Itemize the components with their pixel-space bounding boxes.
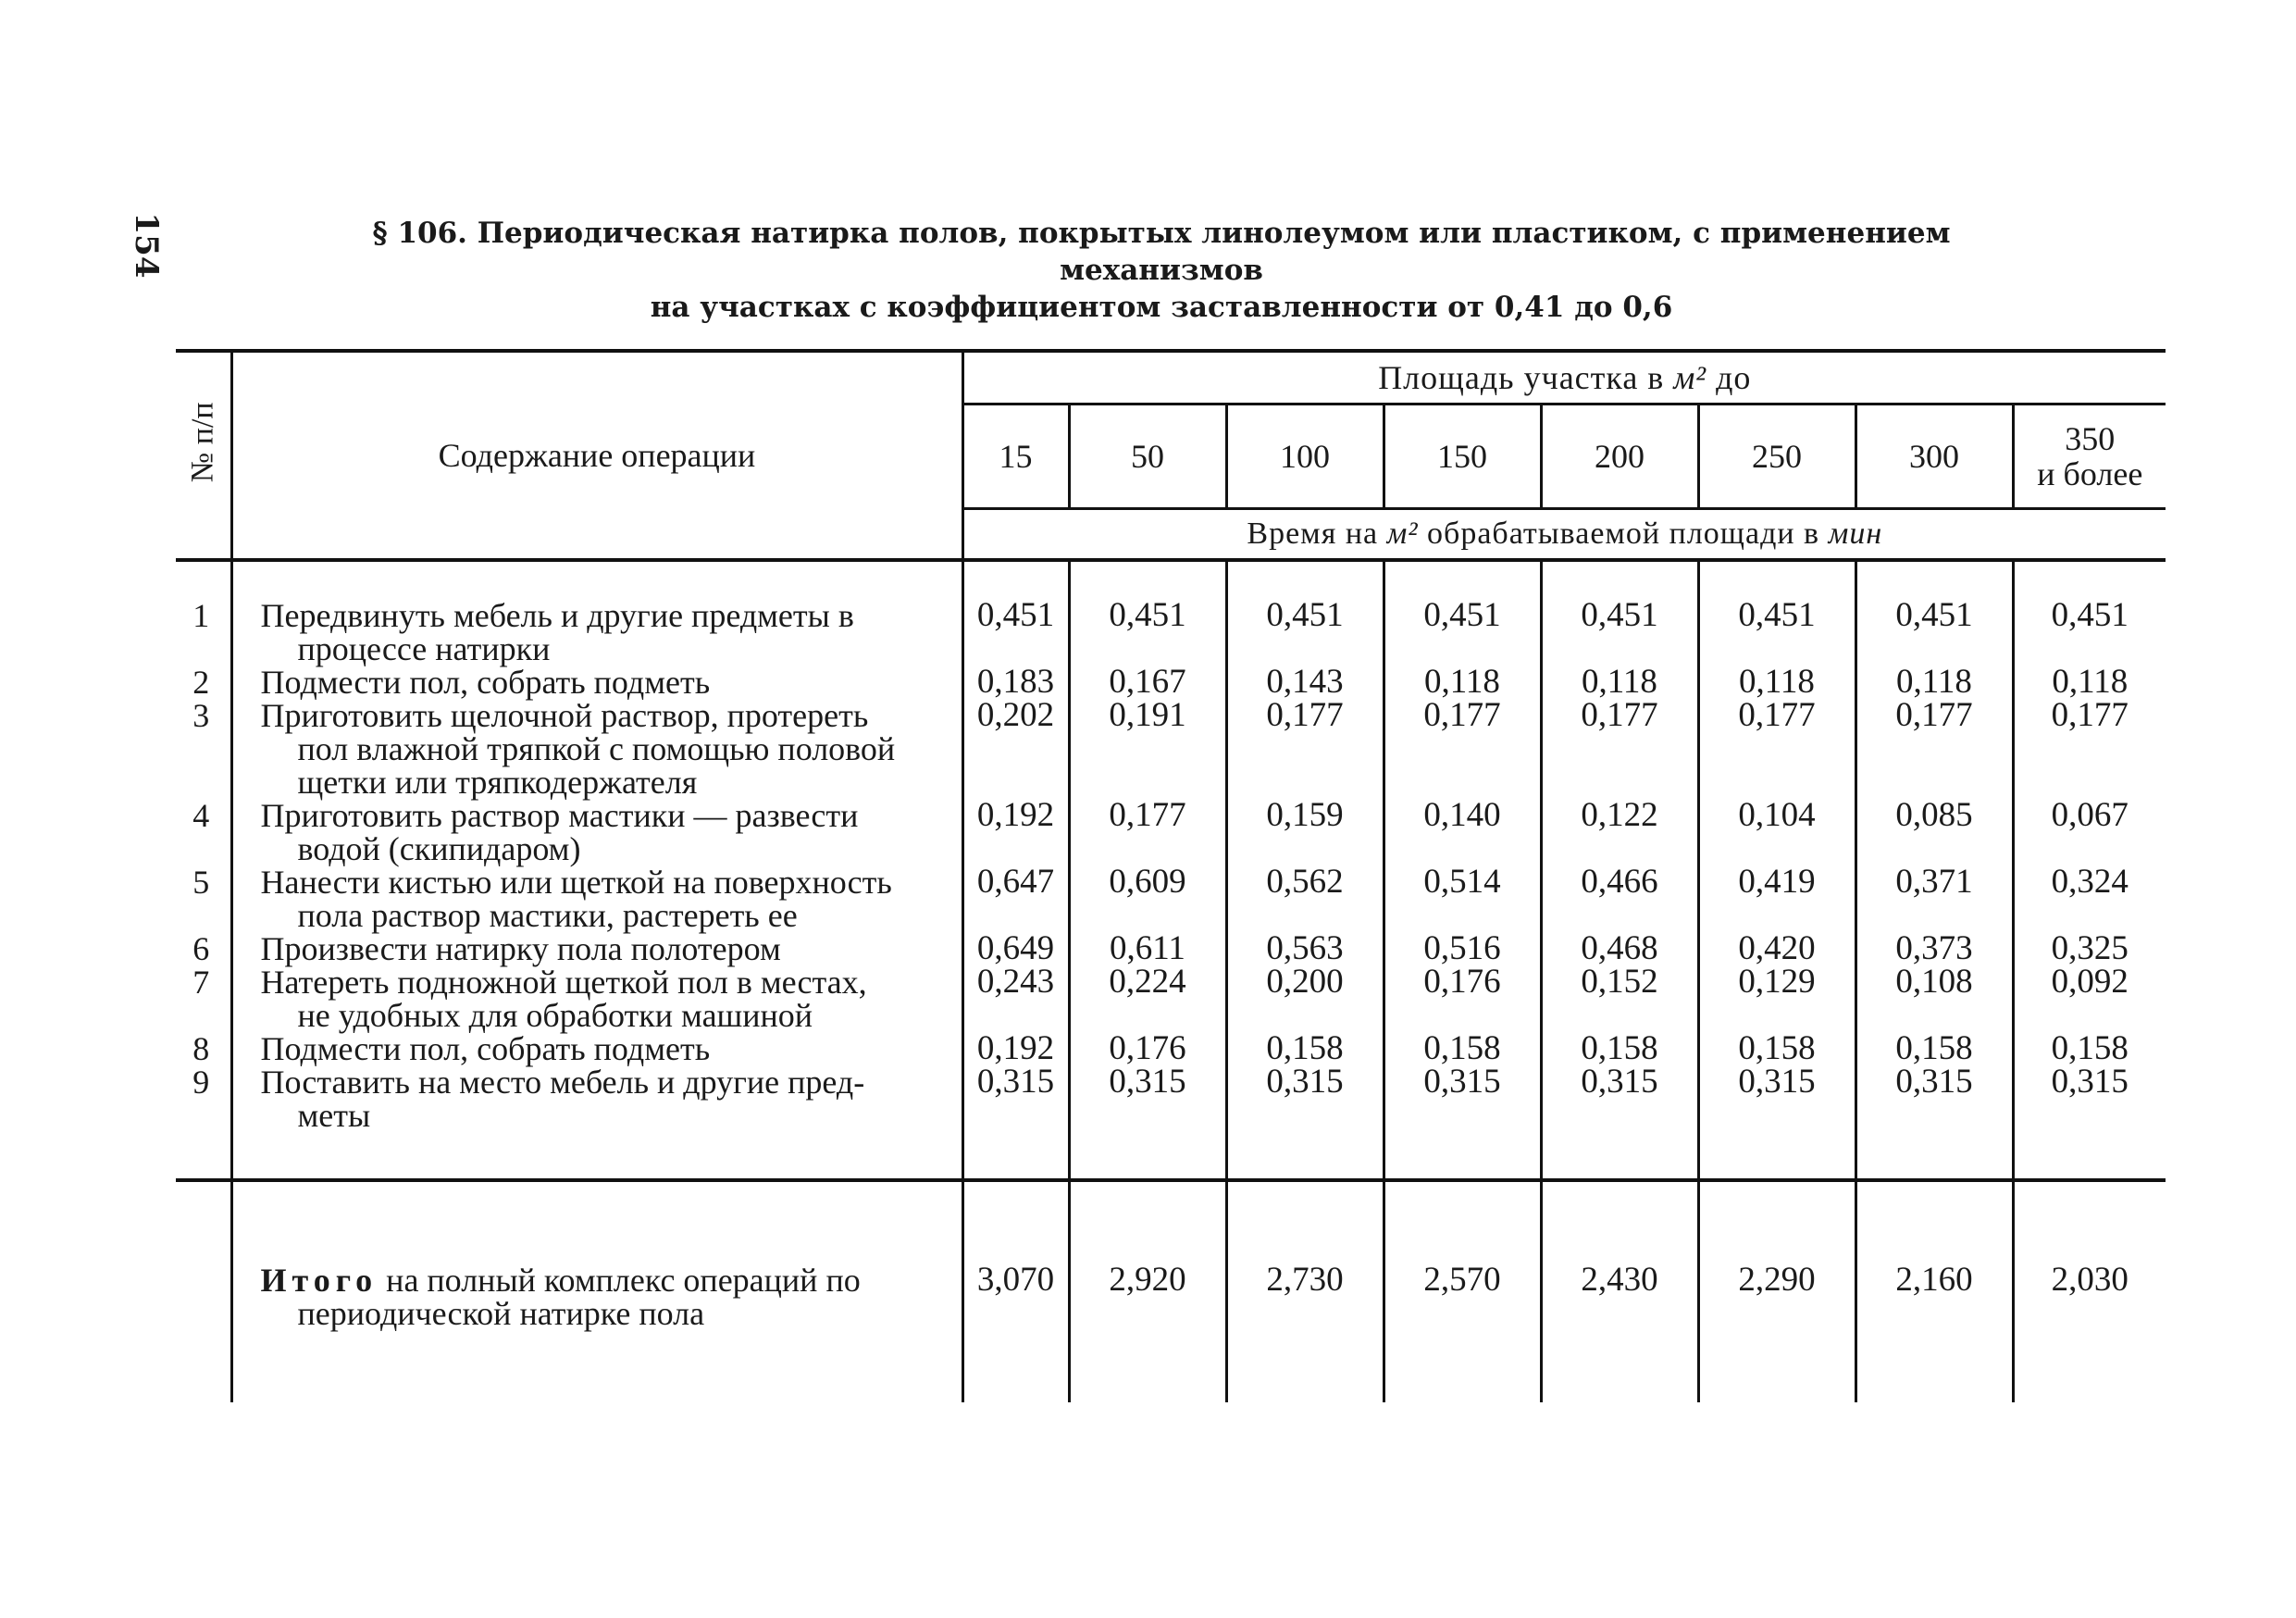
time-value: 0,176: [1384, 965, 1541, 1032]
time-value: 0,177: [1384, 699, 1541, 799]
time-value: 0,649: [962, 932, 1069, 965]
gap-cell: [176, 1180, 231, 1208]
time-value: 0,451: [1855, 560, 2013, 666]
total-number-cell: [176, 1208, 231, 1402]
header-time-unit: м²: [1386, 517, 1419, 551]
title-line-1: § 106. Периодическая натирка полов, покрытых линолеумом или пластиком, с применением механизмов: [372, 217, 1951, 287]
time-value: 0,468: [1541, 932, 1698, 965]
spacer-row: [176, 1132, 2166, 1180]
time-value: 0,324: [2013, 865, 2166, 932]
time-value: 0,158: [1698, 1032, 1855, 1065]
operation-text: [231, 666, 962, 699]
column-header: 15: [962, 404, 1069, 509]
gap-row: [176, 1180, 2166, 1208]
time-value: 0,092: [2013, 965, 2166, 1032]
operation-line: Поставить на место мебель и другие пред-: [260, 1064, 865, 1101]
norms-table-wrapper: [176, 349, 2166, 1402]
time-value: 0,177: [1226, 699, 1384, 799]
column-header: 150: [1384, 404, 1541, 509]
spacer-cell: [231, 1132, 962, 1180]
spacer-cell: [962, 1132, 1069, 1180]
total-row: [176, 1208, 2166, 1402]
time-value: 0,158: [1226, 1032, 1384, 1065]
time-value: 0,104: [1698, 799, 1855, 865]
gap-cell: [1855, 1180, 2013, 1208]
time-value: 0,200: [1226, 965, 1384, 1032]
spacer-cell: [1698, 1132, 1855, 1180]
header-row-number-label: № п/п: [185, 402, 220, 483]
row-number: 5: [192, 864, 210, 901]
time-value: 0,224: [1069, 965, 1226, 1032]
spacer-cell: [176, 1132, 231, 1180]
total-value: 3,070: [962, 1208, 1069, 1402]
time-value: 0,085: [1855, 799, 2013, 865]
time-value: 0,315: [1069, 1065, 1226, 1132]
time-value: 0,118: [1698, 666, 1855, 699]
section-title: [278, 215, 2045, 326]
gap-cell: [1069, 1180, 1226, 1208]
table-row: [176, 1065, 2166, 1132]
total-label-bold: Итого: [260, 1262, 379, 1299]
operation-text: [231, 799, 962, 865]
column-header: 350 и более: [2013, 404, 2166, 509]
spacer-cell: [1069, 1132, 1226, 1180]
time-value: 0,451: [1226, 560, 1384, 666]
time-value: 0,108: [1855, 965, 2013, 1032]
time-value: 0,466: [1541, 865, 1698, 932]
gap-cell: [2013, 1180, 2166, 1208]
table-row: [176, 965, 2166, 1032]
time-value: 0,451: [962, 560, 1069, 666]
total-value: 2,160: [1855, 1208, 2013, 1402]
operation-text: [231, 1065, 962, 1132]
time-value: 0,562: [1226, 865, 1384, 932]
time-value: 0,177: [1855, 699, 2013, 799]
total-value: 2,290: [1698, 1208, 1855, 1402]
total-value: 2,920: [1069, 1208, 1226, 1402]
operation-line: Подмести пол, собрать подметь: [260, 664, 711, 701]
operation-line: Подмести пол, собрать подметь: [260, 1030, 711, 1067]
time-value: 0,315: [1541, 1065, 1698, 1132]
row-number: 8: [192, 1030, 210, 1067]
table-row: [176, 799, 2166, 865]
row-number: 7: [192, 964, 210, 1001]
time-value: 0,118: [2013, 666, 2166, 699]
operation-text: [231, 965, 962, 1032]
total-value: 2,430: [1541, 1208, 1698, 1402]
header-area-unit: м²: [1673, 359, 1707, 396]
header-area-suffix: до: [1716, 359, 1752, 396]
time-value: 0,167: [1069, 666, 1226, 699]
spacer-cell: [1541, 1132, 1698, 1180]
total-value: 2,030: [2013, 1208, 2166, 1402]
total-label: [231, 1208, 962, 1402]
operation-line: Нанести кистью или щеткой на поверхность: [260, 864, 892, 901]
operation-line: водой (скипидаром): [297, 830, 581, 867]
time-value: 0,325: [2013, 932, 2166, 965]
gap-cell: [962, 1180, 1069, 1208]
time-value: 0,315: [2013, 1065, 2166, 1132]
time-value: 0,177: [1069, 799, 1226, 865]
operation-line: щетки или тряпкодержателя: [297, 764, 698, 801]
operation-line: Приготовить щелочной раствор, протереть: [260, 697, 869, 734]
gap-cell: [1541, 1180, 1698, 1208]
time-value: 0,419: [1698, 865, 1855, 932]
row-number: 9: [192, 1064, 210, 1101]
row-number: 2: [192, 664, 210, 701]
time-value: 0,451: [1384, 560, 1541, 666]
table-row: [176, 666, 2166, 699]
header-row-number: [176, 351, 231, 560]
header-area: [962, 351, 2166, 404]
header-time-prefix: Время на: [1247, 517, 1379, 551]
spacer-cell: [1855, 1132, 2013, 1180]
spacer-cell: [1384, 1132, 1541, 1180]
time-value: 0,118: [1855, 666, 2013, 699]
time-value: 0,315: [1384, 1065, 1541, 1132]
time-value: 0,451: [1698, 560, 1855, 666]
time-value: 0,315: [962, 1065, 1069, 1132]
gap-cell: [231, 1180, 962, 1208]
spacer-cell: [2013, 1132, 2166, 1180]
gap-cell: [1226, 1180, 1384, 1208]
operation-line: процессе натирки: [297, 630, 551, 667]
time-value: 0,611: [1069, 932, 1226, 965]
time-value: 0,315: [1698, 1065, 1855, 1132]
title-line-2: на участках с коэффициентом заставленности от 0,41 до 0,6: [650, 291, 1673, 324]
table-row: [176, 560, 2166, 666]
row-number: 3: [192, 697, 210, 734]
header-operation-label: Содержание операции: [438, 437, 756, 474]
table-row: [176, 699, 2166, 799]
operation-line: Передвинуть мебель и другие предметы в: [260, 597, 854, 634]
time-value: 0,451: [2013, 560, 2166, 666]
operation-text: [231, 932, 962, 965]
time-value: 0,609: [1069, 865, 1226, 932]
time-value: 0,371: [1855, 865, 2013, 932]
time-value: 0,451: [1541, 560, 1698, 666]
time-value: 0,118: [1541, 666, 1698, 699]
total-value: 2,570: [1384, 1208, 1541, 1402]
time-value: 0,420: [1698, 932, 1855, 965]
time-value: 0,122: [1541, 799, 1698, 865]
table-row: [176, 865, 2166, 932]
time-value: 0,315: [1855, 1065, 2013, 1132]
time-value: 0,177: [1541, 699, 1698, 799]
header-time: [962, 509, 2166, 561]
operation-text: [231, 699, 962, 799]
time-value: 0,158: [2013, 1032, 2166, 1065]
column-header: 250: [1698, 404, 1855, 509]
header-time-middle: обрабатываемой площади в: [1427, 517, 1820, 551]
header-operation: [231, 351, 962, 560]
total-value: 2,730: [1226, 1208, 1384, 1402]
time-value: 0,516: [1384, 932, 1541, 965]
time-value: 0,514: [1384, 865, 1541, 932]
time-value: 0,183: [962, 666, 1069, 699]
row-number: 6: [192, 930, 210, 967]
operation-text: [231, 560, 962, 666]
time-value: 0,315: [1226, 1065, 1384, 1132]
operation-line: Произвести натирку пола полотером: [260, 930, 781, 967]
spacer-cell: [1226, 1132, 1384, 1180]
time-value: 0,177: [1698, 699, 1855, 799]
time-value: 0,192: [962, 799, 1069, 865]
time-value: 0,158: [1855, 1032, 2013, 1065]
header-area-prefix: Площадь участка в: [1378, 359, 1665, 396]
time-value: 0,159: [1226, 799, 1384, 865]
time-value: 0,192: [962, 1032, 1069, 1065]
table-row: [176, 932, 2166, 965]
gap-cell: [1384, 1180, 1541, 1208]
time-value: 0,129: [1698, 965, 1855, 1032]
operation-text: [231, 865, 962, 932]
total-label-rest: на полный комплекс операций по: [386, 1262, 861, 1299]
time-value: 0,158: [1384, 1032, 1541, 1065]
time-value: 0,451: [1069, 560, 1226, 666]
column-header: 100: [1226, 404, 1384, 509]
operation-text: [231, 1032, 962, 1065]
time-value: 0,158: [1541, 1032, 1698, 1065]
time-value: 0,067: [2013, 799, 2166, 865]
table-row: [176, 1032, 2166, 1065]
header-time-suffix: мин: [1828, 517, 1883, 551]
row-number: 1: [192, 597, 210, 634]
operation-line: пола раствор мастики, растереть ее: [297, 897, 798, 934]
time-value: 0,176: [1069, 1032, 1226, 1065]
operation-line: пол влажной тряпкой с помощью половой: [297, 730, 896, 767]
operation-line: Натереть подножной щеткой пол в местах,: [260, 964, 867, 1001]
time-value: 0,143: [1226, 666, 1384, 699]
page-number: 154: [128, 212, 165, 279]
time-value: 0,140: [1384, 799, 1541, 865]
operation-line: не удобных для обработки машиной: [297, 997, 813, 1034]
column-header: 300: [1855, 404, 2013, 509]
table-body: [176, 560, 2166, 1402]
column-header: 200: [1541, 404, 1698, 509]
time-value: 0,243: [962, 965, 1069, 1032]
gap-cell: [1698, 1180, 1855, 1208]
column-header: 50: [1069, 404, 1226, 509]
time-value: 0,152: [1541, 965, 1698, 1032]
operation-line: Приготовить раствор мастики — развести: [260, 797, 859, 834]
time-value: 0,177: [2013, 699, 2166, 799]
total-label-line2: периодической натирке пола: [297, 1295, 705, 1332]
norms-table: [176, 349, 2166, 1402]
operation-line: меты: [297, 1097, 371, 1134]
time-value: 0,202: [962, 699, 1069, 799]
time-value: 0,118: [1384, 666, 1541, 699]
row-number: 4: [192, 797, 210, 834]
time-value: 0,563: [1226, 932, 1384, 965]
time-value: 0,191: [1069, 699, 1226, 799]
time-value: 0,647: [962, 865, 1069, 932]
time-value: 0,373: [1855, 932, 2013, 965]
